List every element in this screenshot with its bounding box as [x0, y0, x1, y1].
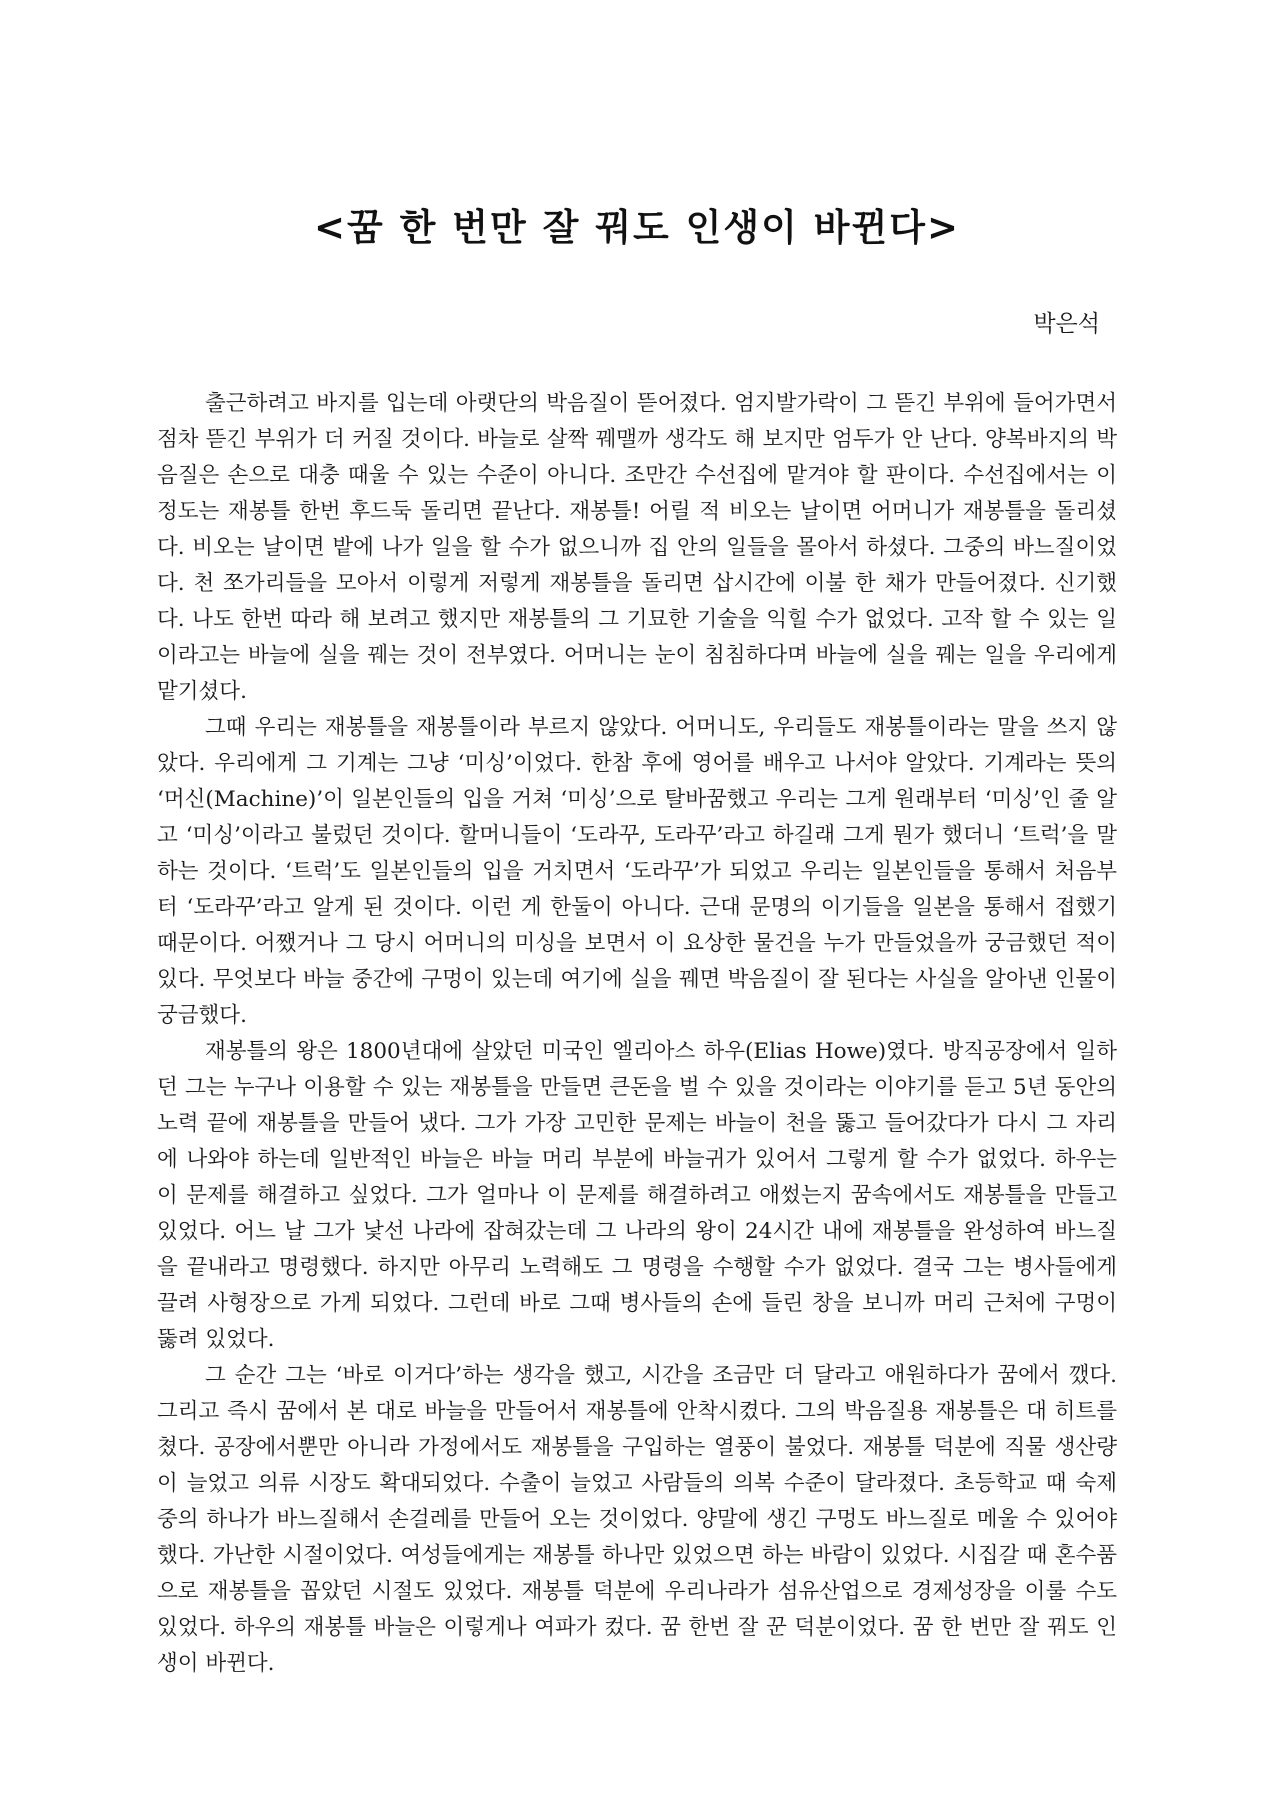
- paragraph: 그 순간 그는 ‘바로 이거다’하는 생각을 했고, 시간을 조금만 더 달라고 애원하다가 꿈에서 깼다. 그리고 즉시 꿈에서 본 대로 바늘을 만들어서 재봉틀에 안착시켰다. 그의 박음질용 재봉틀은 대 히트를 쳤다. 공장에서뿐만 아니라 가정에서도 재봉틀을 구입하는 열풍이 불었다. 재봉틀 덕분에 직물 생산량이 늘었고 의류 시장도 확대되었다. 수출이 늘었고 사람들의 의복 수준이 달라졌다. 초등학교 때 숙제 중의 하나가 바느질해서 손걸레를 만들어 오는 것이었다. 양말에 생긴 구멍도 바느질로 메울 수 있어야 했다. 가난한 시절이었다. 여성들에게는 재봉틀 하나만 있었으면 하는 바람이 있었다. 시집갈 때 혼수품으로 재봉틀을 꼽았던 시절도 있었다. 재봉틀 덕분에 우리나라가 섬유산업으로 경제성장을 이룰 수도 있었다. 하우의 재봉틀 바늘은 이렇게나 여파가 컸다. 꿈 한번 잘 꾼 덕분이었다. 꿈 한 번만 잘 꿔도 인생이 바뀐다.: [157, 1363, 1117, 1676]
- document-title: <꿈 한 번만 잘 꿔도 인생이 바뀐다>: [314, 206, 960, 249]
- author-name: 박은석: [1033, 311, 1100, 337]
- paragraph: 재봉틀의 왕은 1800년대에 살았던 미국인 엘리아스 하우(Elias Howe)였다. 방직공장에서 일하던 그는 누구나 이용할 수 있는 재봉틀을 만들면 큰돈을 벌 수 있을 것이라는 이야기를 듣고 5년 동안의 노력 끝에 재봉틀을 만들어 냈다. 그가 가장 고민한 문제는 바늘이 천을 뚫고 들어갔다가 다시 그 자리에 나와야 하는데 일반적인 바늘은 바늘 머리 부분에 바늘귀가 있어서 그렇게 할 수가 없었다. 하우는 이 문제를 해결하고 싶었다. 그가 얼마나 이 문제를 해결하려고 애썼는지 꿈속에서도 재봉틀을 만들고 있었다. 어느 날 그가 낯선 나라에 잡혀갔는데 그 나라의 왕이 24시간 내에 재봉틀을 완성하여 바느질을 끝내라고 명령했다. 하지만 아무리 노력해도 그 명령을 수행할 수가 없었다. 결국 그는 병사들에게 끌려 사형장으로 가게 되었다. 그런데 바로 그때 병사들의 손에 들린 창을 보니까 머리 근처에 구멍이 뚫려 있었다.: [157, 1039, 1117, 1352]
- document-page: [157, 0, 1117, 1682]
- paragraph: 출근하려고 바지를 입는데 아랫단의 박음질이 뜯어졌다. 엄지발가락이 그 뜯긴 부위에 들어가면서 점차 뜯긴 부위가 더 커질 것이다. 바늘로 살짝 꿰맬까 생각도 해 보지만 엄두가 안 난다. 양복바지의 박음질은 손으로 대충 때울 수 있는 수준이 아니다. 조만간 수선집에 맡겨야 할 판이다. 수선집에서는 이 정도는 재봉틀 한번 후드둑 돌리면 끝난다. 재봉틀! 어릴 적 비오는 날이면 어머니가 재봉틀을 돌리셨다. 비오는 날이면 밭에 나가 일을 할 수가 없으니까 집 안의 일들을 몰아서 하셨다. 그중의 바느질이었다. 천 쪼가리들을 모아서 이렇게 저렇게 재봉틀을 돌리면 삽시간에 이불 한 채가 만들어졌다. 신기했다. 나도 한번 따라 해 보려고 했지만 재봉틀의 그 기묘한 기술을 익힐 수가 없었다. 고작 할 수 있는 일이라고는 바늘에 실을 꿰는 것이 전부였다. 어머니는 눈이 침침하다며 바늘에 실을 꿰는 일을 우리에게 맡기셨다.: [157, 391, 1117, 704]
- document-body: [157, 386, 1117, 1682]
- paragraph: 그때 우리는 재봉틀을 재봉틀이라 부르지 않았다. 어머니도, 우리들도 재봉틀이라는 말을 쓰지 않았다. 우리에게 그 기계는 그냥 ‘미싱’이었다. 한참 후에 영어를 배우고 나서야 알았다. 기계라는 뜻의 ‘머신(Machine)’이 일본인들의 입을 거쳐 ‘미싱’으로 탈바꿈했고 우리는 그게 원래부터 ‘미싱’인 줄 알고 ‘미싱’이라고 불렀던 것이다. 할머니들이 ‘도라꾸, 도라꾸’라고 하길래 그게 뭔가 했더니 ‘트럭’을 말하는 것이다. ‘트럭’도 일본인들의 입을 거치면서 ‘도라꾸’가 되었고 우리는 일본인들을 통해서 처음부터 ‘도라꾸’라고 알게 된 것이다. 이런 게 한둘이 아니다. 근대 문명의 이기들을 일본을 통해서 접했기 때문이다. 어쨌거나 그 당시 어머니의 미싱을 보면서 이 요상한 물건을 누가 만들었을까 궁금했던 적이 있다. 무엇보다 바늘 중간에 구멍이 있는데 여기에 실을 꿰면 박음질이 잘 된다는 사실을 알아낸 인물이 궁금했다.: [157, 715, 1117, 1028]
